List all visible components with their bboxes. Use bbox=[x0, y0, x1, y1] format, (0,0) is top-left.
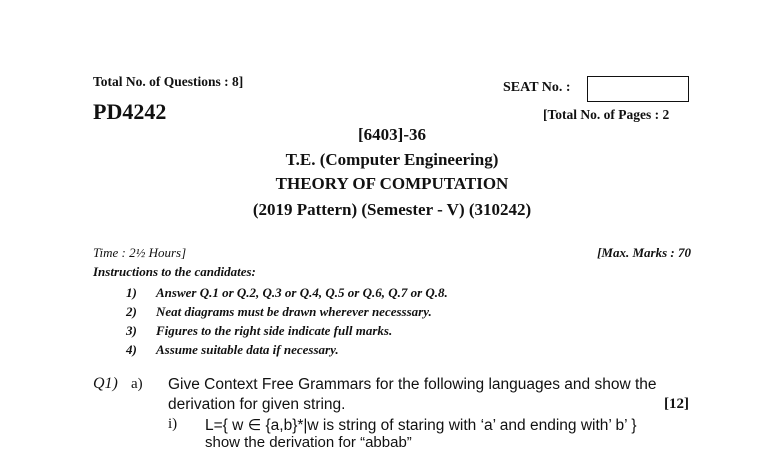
total-questions: Total No. of Questions : 8] bbox=[93, 74, 244, 89]
question-label: Q1) bbox=[93, 375, 118, 392]
course-title: T.E. (Computer Engineering) bbox=[285, 150, 499, 169]
instruction-number: 1) bbox=[126, 285, 137, 300]
question-text-line1: Give Context Free Grammars for the following languages and show the bbox=[168, 376, 657, 393]
subpart-continuation: show the derivation for “abbab” bbox=[205, 434, 412, 451]
instructions-heading: Instructions to the candidates: bbox=[93, 264, 256, 279]
seat-number-box bbox=[587, 76, 689, 102]
seat-number-label: SEAT No. : bbox=[503, 80, 571, 95]
exam-time: Time : 2½ Hours] bbox=[93, 245, 187, 260]
exam-code: [6403]-36 bbox=[358, 125, 426, 144]
subpart-number: i) bbox=[168, 416, 178, 432]
instruction-number: 4) bbox=[126, 342, 137, 357]
instruction-text: Figures to the right side indicate full marks. bbox=[156, 323, 393, 338]
max-marks: [Max. Marks : 70 bbox=[597, 245, 691, 260]
total-pages: [Total No. of Pages : 2 bbox=[543, 107, 670, 122]
instruction-text: Answer Q.1 or Q.2, Q.3 or Q.4, Q.5 or Q.6, Q.7 or Q.8. bbox=[156, 285, 448, 300]
instruction-number: 3) bbox=[126, 323, 137, 338]
question-sub-label: a) bbox=[131, 376, 143, 392]
question-marks: [12] bbox=[664, 396, 689, 412]
subpart-text: L={ w ∈ {a,b}*|w is string of staring with ‘a’ and ending with’ b’ } bbox=[205, 417, 637, 434]
pattern-semester: (2019 Pattern) (Semester - V) (310242) bbox=[252, 200, 532, 219]
subject-title: THEORY OF COMPUTATION bbox=[275, 174, 509, 193]
instruction-text: Assume suitable data if necessary. bbox=[156, 342, 339, 357]
question-text-line2: derivation for given string. bbox=[168, 396, 346, 413]
paper-code: PD4242 bbox=[93, 99, 167, 124]
instruction-text: Neat diagrams must be drawn wherever necesssary. bbox=[156, 304, 432, 319]
instruction-number: 2) bbox=[126, 304, 137, 319]
